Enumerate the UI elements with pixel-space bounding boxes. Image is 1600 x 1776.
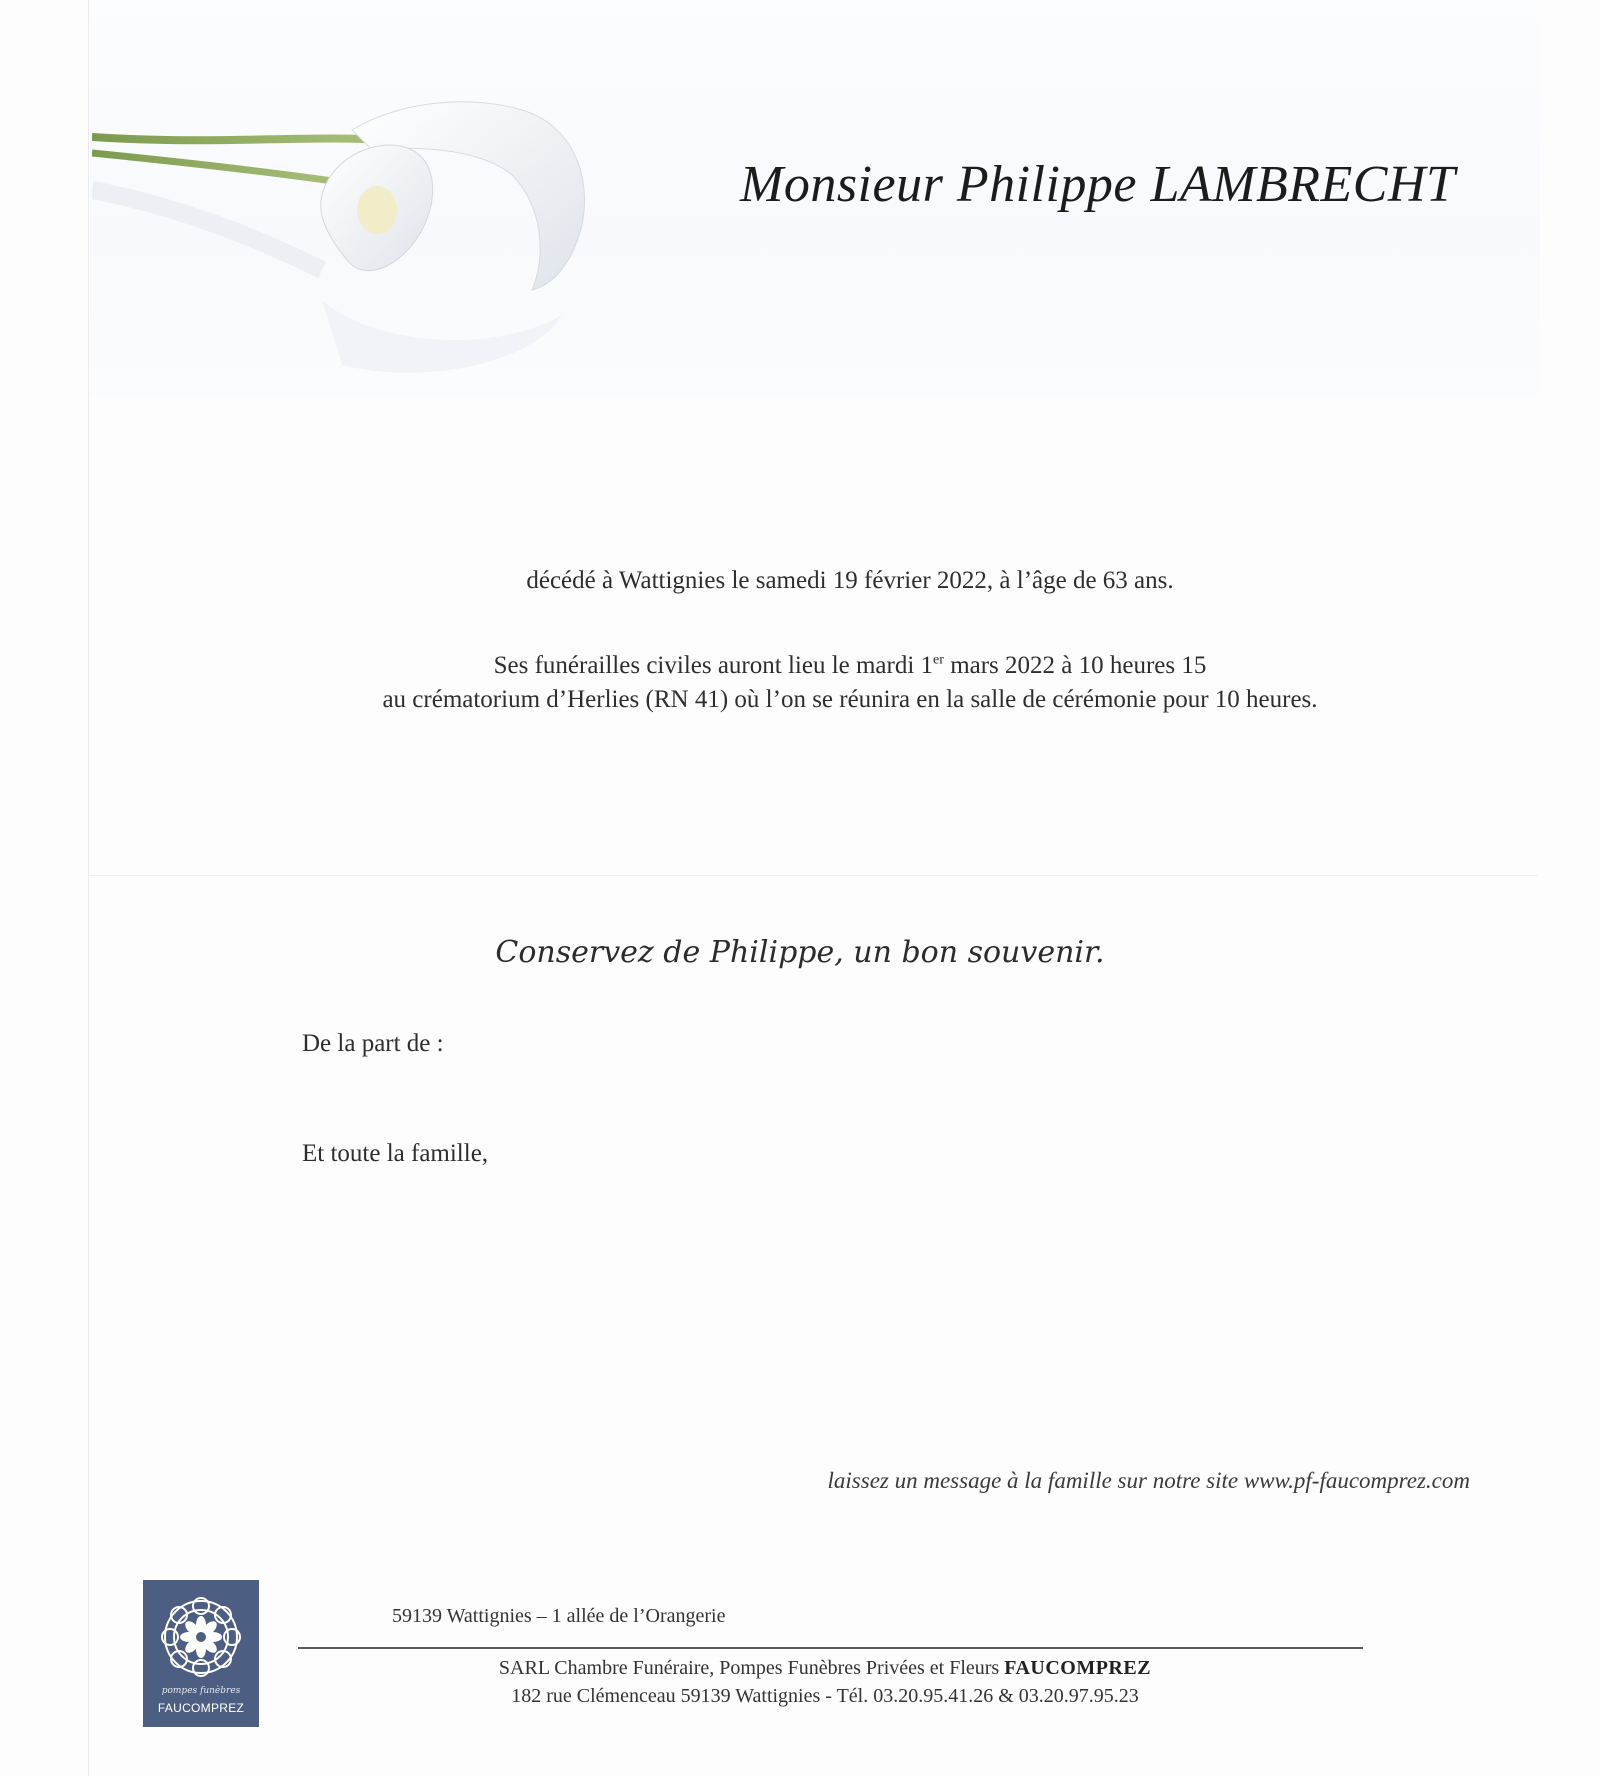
ordinal-suffix: er xyxy=(933,652,944,668)
page-edge xyxy=(88,0,89,1776)
company-contact-line: 182 rue Clémenceau 59139 Wattignies - Tél. 03.20.95.41.26 & 03.20.97.95.23 xyxy=(511,1685,1139,1707)
funeral-line-1-end: mars 2022 à 10 heures 15 xyxy=(943,652,1207,679)
deceased-name-title: Monsieur Philippe LAMBRECHT xyxy=(740,156,1456,213)
funeral-details-line-2: au crématorium d’Herlies (RN 41) où l’on se réunira en la salle de cérémonie pour 10 heures. xyxy=(382,686,1318,713)
company-line xyxy=(300,1657,1350,1680)
fold-line xyxy=(88,875,1538,876)
chapel-address: 59139 Wattignies – 1 allée de l’Orangerie xyxy=(392,1605,726,1627)
death-announcement: décédé à Wattignies le samedi 19 février 2022, à l’âge de 63 ans. xyxy=(526,567,1174,594)
company-name: FAUCOMPREZ xyxy=(1004,1657,1152,1679)
company-description: SARL Chambre Funéraire, Pompes Funèbres Privées et Fleurs xyxy=(498,1657,1005,1679)
logo-script-text: pompes funèbres xyxy=(161,1686,241,1696)
funeral-details-line-1 xyxy=(250,652,1450,680)
calla-lily-image xyxy=(92,95,652,395)
logo-company-name: FAUCOMPREZ xyxy=(157,1701,245,1715)
website-message-note: laissez un message à la famille sur notre site www.pf-faucomprez.com xyxy=(827,1468,1470,1493)
faucomprez-logo xyxy=(143,1580,259,1727)
footer-divider xyxy=(298,1647,1363,1649)
from-label: De la part de : xyxy=(302,1030,444,1057)
funeral-line-1-start: Ses funérailles civiles auront lieu le mardi 1 xyxy=(493,652,934,679)
family-line: Et toute la famille, xyxy=(302,1140,489,1167)
rosette-icon xyxy=(161,1594,241,1680)
remembrance-script-line: Conservez de Philippe, un bon souvenir. xyxy=(495,935,1105,970)
